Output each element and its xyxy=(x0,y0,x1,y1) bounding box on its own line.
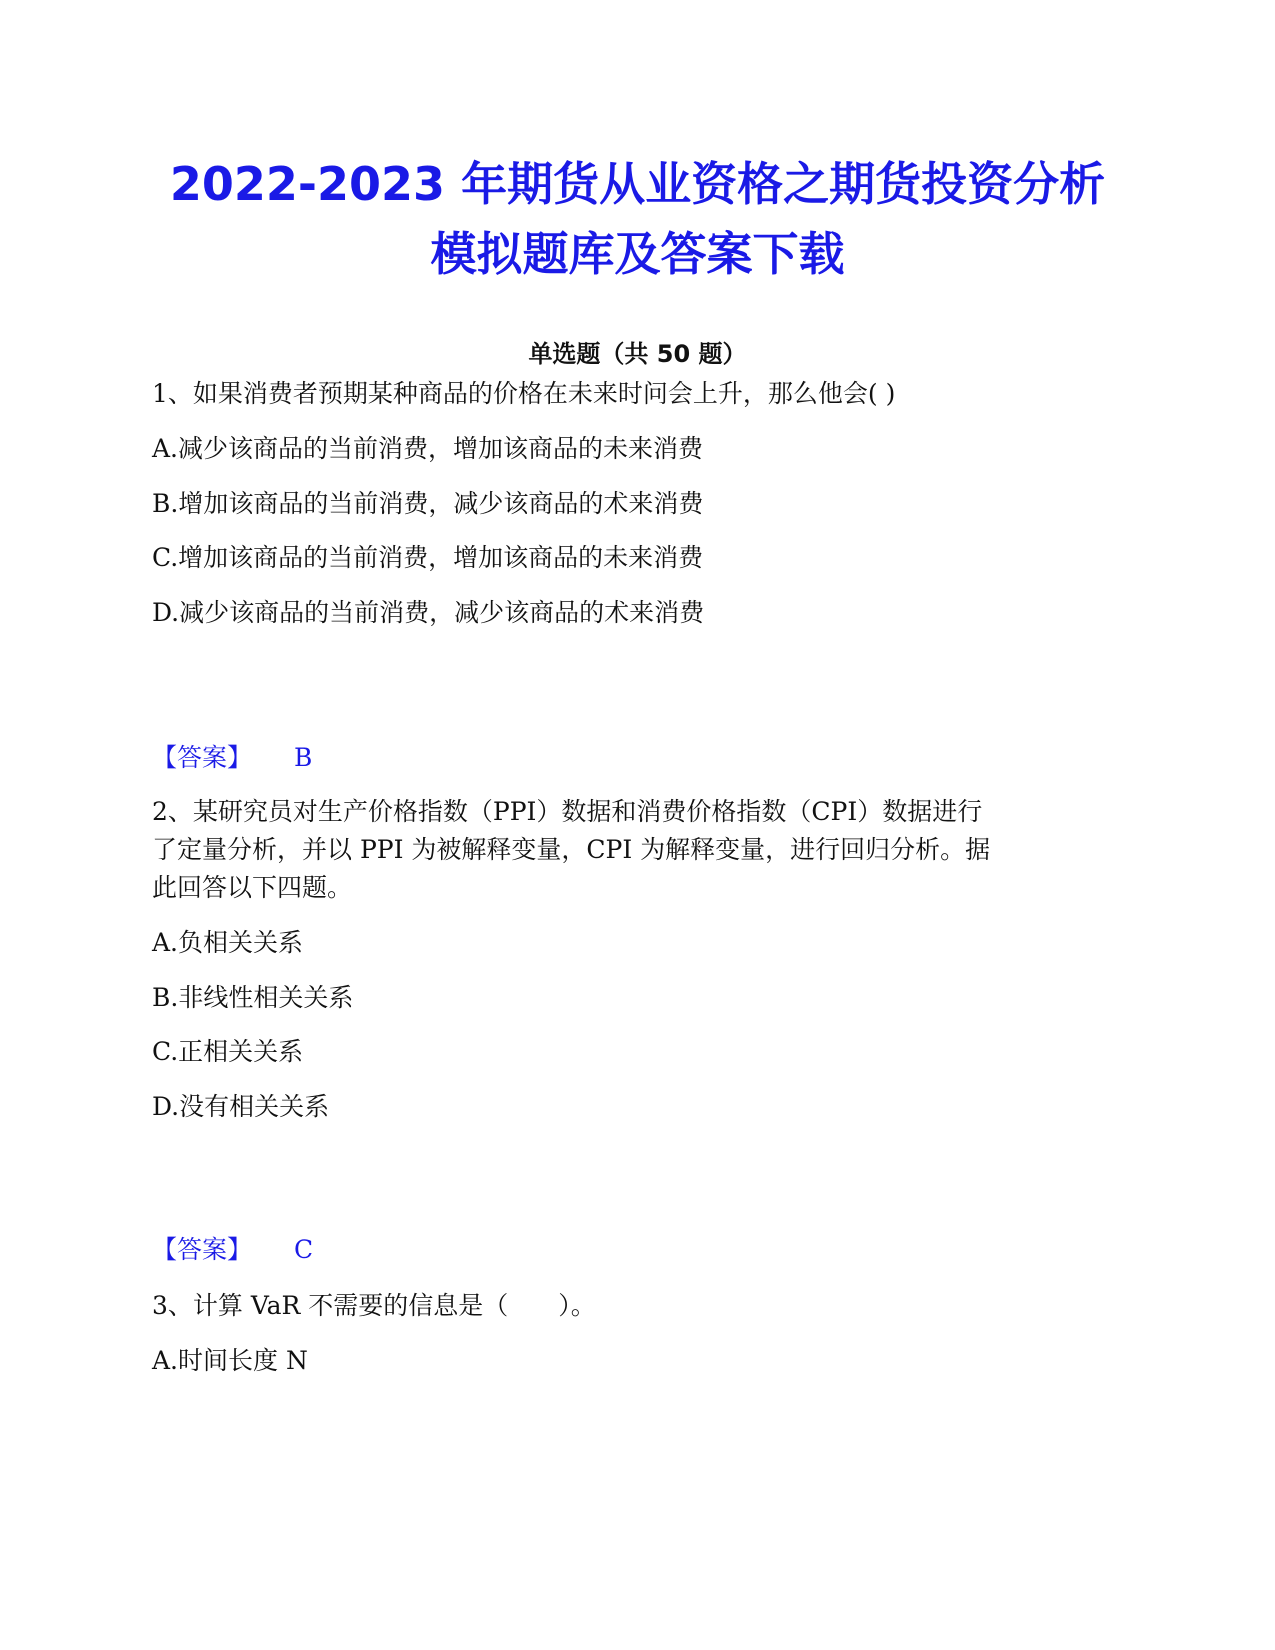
option-d: D.减少该商品的当前消费，减少该商品的术来消费 xyxy=(152,598,705,627)
option-d: D.没有相关关系 xyxy=(152,1092,330,1121)
answer xyxy=(152,1230,313,1270)
option-c: C.增加该商品的当前消费，增加该商品的未来消费 xyxy=(152,543,704,572)
answer xyxy=(152,738,312,778)
question-stem: 1、如果消费者预期某种商品的价格在未来时问会上升，那么他会( ) xyxy=(152,379,896,408)
option-c: C.正相关关系 xyxy=(152,1037,304,1066)
question-stem: 3、计算 VaR 不需要的信息是（ ）。 xyxy=(152,1291,596,1320)
answer-label: 【答案】 xyxy=(152,1235,253,1264)
option-a: A.时间长度 N xyxy=(152,1346,308,1375)
option-b: B.非线性相关关系 xyxy=(152,983,354,1012)
option-a: A.负相关关系 xyxy=(152,928,304,957)
title-line-1: 2022-2023 年期货从业资格之期货投资分析 xyxy=(169,157,1106,211)
title-line-2: 模拟题库及答案下载 xyxy=(430,227,845,281)
question-stem-line-1: 2、某研究员对生产价格指数（PPI）数据和消费价格指数（CPI）数据进行 xyxy=(152,797,983,826)
question-stem-line-3: 此回答以下四题。 xyxy=(152,873,353,902)
answer-label: 【答案】 xyxy=(152,743,253,772)
answer-value: B xyxy=(294,743,313,772)
question-stem-line-2: 了定量分析，并以 PPI 为被解释变量，CPI 为解释变量，进行回归分析。据 xyxy=(152,835,991,864)
option-b: B.增加该商品的当前消费，减少该商品的术来消费 xyxy=(152,489,704,518)
answer-value: C xyxy=(294,1235,314,1264)
option-a: A.减少该商品的当前消费，增加该商品的未来消费 xyxy=(152,434,704,463)
section-heading: 单选题（共 50 题） xyxy=(528,340,747,368)
